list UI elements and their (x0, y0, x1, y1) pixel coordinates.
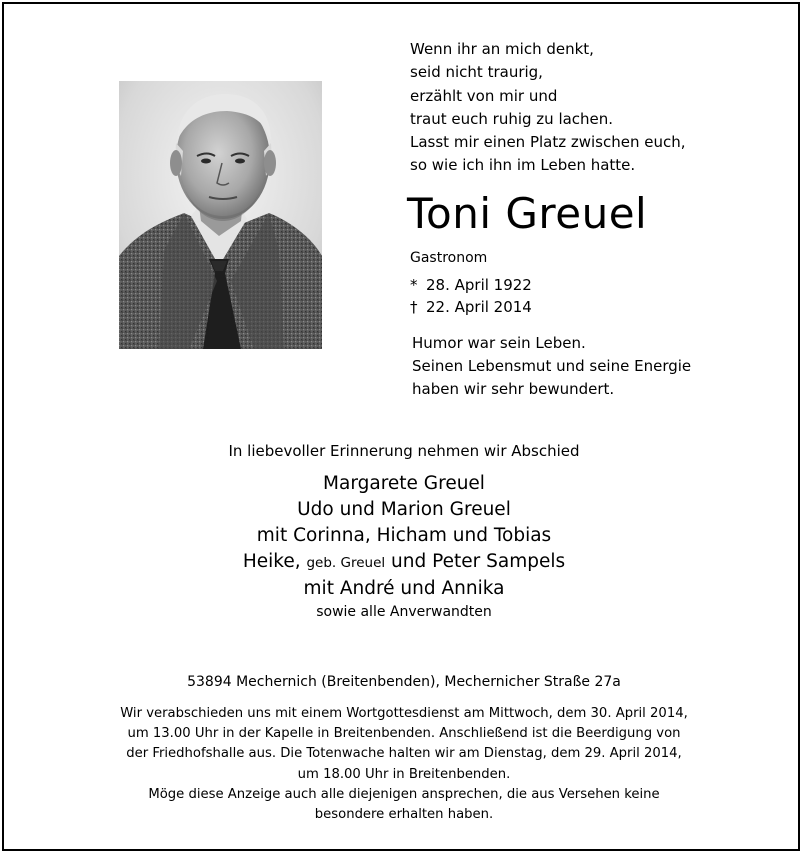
mourner-line: mit Corinna, Hicham und Tobias (256, 525, 552, 546)
death-cross-icon: † (410, 298, 418, 316)
portrait-photo (119, 81, 322, 349)
poem-line: erzählt von mir und (410, 86, 558, 105)
details-line: besondere erhalten haben. (314, 807, 494, 823)
mourner-line (4, 549, 800, 576)
birth-row (410, 274, 532, 296)
deceased-name: Toni Greuel (407, 189, 648, 238)
mourner-line: Margarete Greuel (323, 473, 485, 494)
mourner-line: Udo und Marion Greuel (297, 499, 511, 520)
details-line: der Friedhofshalle aus. Die Totenwache halten wir am Dienstag, dem 29. April 2014, (126, 746, 682, 762)
maiden-name: geb. Greuel (306, 555, 386, 571)
mourner-name: und Peter Sampels (391, 551, 566, 572)
mourner-line: mit André und Annika (303, 578, 505, 599)
tribute-line: haben wir sehr bewundert. (412, 380, 615, 398)
birth-star-icon: * (410, 276, 418, 294)
mourner-name: Heike, (242, 551, 301, 572)
deceased-profession: Gastronom (410, 250, 488, 266)
death-row (410, 296, 532, 318)
poem-line: Wenn ihr an mich denkt, (410, 40, 594, 58)
relatives-line: sowie alle Anverwandten (316, 604, 492, 620)
birth-date: 28. April 1922 (426, 276, 532, 294)
tribute-line: Seinen Lebensmut und seine Energie (412, 357, 692, 375)
obituary-notice (2, 2, 800, 851)
details-line: Möge diese Anzeige auch alle diejenigen ansprechen, die aus Versehen keine (148, 786, 660, 802)
death-date: 22. April 2014 (426, 298, 532, 316)
mourners-list (4, 471, 800, 622)
details-line: Wir verabschieden uns mit einem Wortgottesdienst am Mittwoch, dem 30. April 2014, (120, 706, 688, 721)
poem-line: Lasst mir einen Platz zwischen euch, (410, 133, 686, 152)
tribute-text (412, 332, 691, 401)
memorial-poem (410, 38, 686, 178)
tribute-line: Humor war sein Leben. (412, 334, 586, 352)
details-line: um 18.00 Uhr in Breitenbenden. (297, 766, 511, 782)
poem-line: traut euch ruhig zu lachen. (410, 109, 614, 128)
farewell-intro: In liebevoller Erinnerung nehmen wir Abschied (228, 442, 580, 460)
poem-line: seid nicht traurig, (410, 63, 543, 82)
poem-line: so wie ich ihn im Leben hatte. (410, 156, 636, 175)
funeral-details (4, 704, 800, 825)
family-address: 53894 Mechernich (Breitenbenden), Mechernicher Straße 27a (187, 674, 621, 690)
life-dates (410, 274, 532, 318)
details-line: um 13.00 Uhr in der Kapelle in Breitenbenden. Anschließend ist die Beerdigung von (127, 726, 681, 742)
